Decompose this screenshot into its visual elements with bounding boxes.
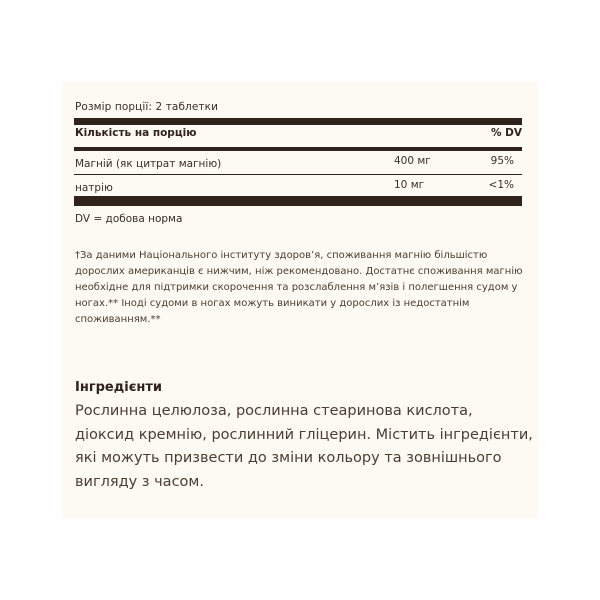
nutrient-name: Магній (як цитрат магнію) xyxy=(75,158,222,170)
divider-thick-bottom xyxy=(74,196,522,206)
divider-thick-top xyxy=(74,118,522,125)
table-header xyxy=(74,127,522,143)
nutrient-dv: 95% xyxy=(490,155,514,167)
nutrient-dv: <1% xyxy=(488,179,514,191)
ingredients-title: Інгредієнти xyxy=(75,380,163,395)
nutrient-amount: 400 мг xyxy=(394,155,431,167)
divider-thin xyxy=(74,174,522,175)
nutrient-name: натрію xyxy=(75,182,113,194)
footnote: †За даними Національного інституту здоров’я, споживання магнію більшістю дорослих американців є нижчим, ніж рекомендовано. Достатнє споживання магнію необхідне для підтримки скорочення та розслаблення м’язів і полегшення судом у ногах.** Іноді судоми в ногах можуть виникати у дорослих із недостатнім споживанням.** xyxy=(75,250,523,325)
serving-size: Розмір порції: 2 таблетки xyxy=(75,101,218,113)
ingredients-text: Рослинна целюлоза, рослинна стеаринова кислота, діоксид кремнію, рослинний гліцерин. Містить інгредієнти, які можуть призвести до зміни кольору та зовнішнього вигляду з часом. xyxy=(75,403,533,490)
supplement-facts-panel xyxy=(62,82,538,518)
amount-per-serving-label: Кількість на порцію xyxy=(75,127,197,139)
dv-note: DV = добова норма xyxy=(75,213,183,225)
divider-medium xyxy=(74,147,522,151)
dv-column-label: % DV xyxy=(490,127,522,139)
nutrient-amount: 10 мг xyxy=(394,179,425,191)
